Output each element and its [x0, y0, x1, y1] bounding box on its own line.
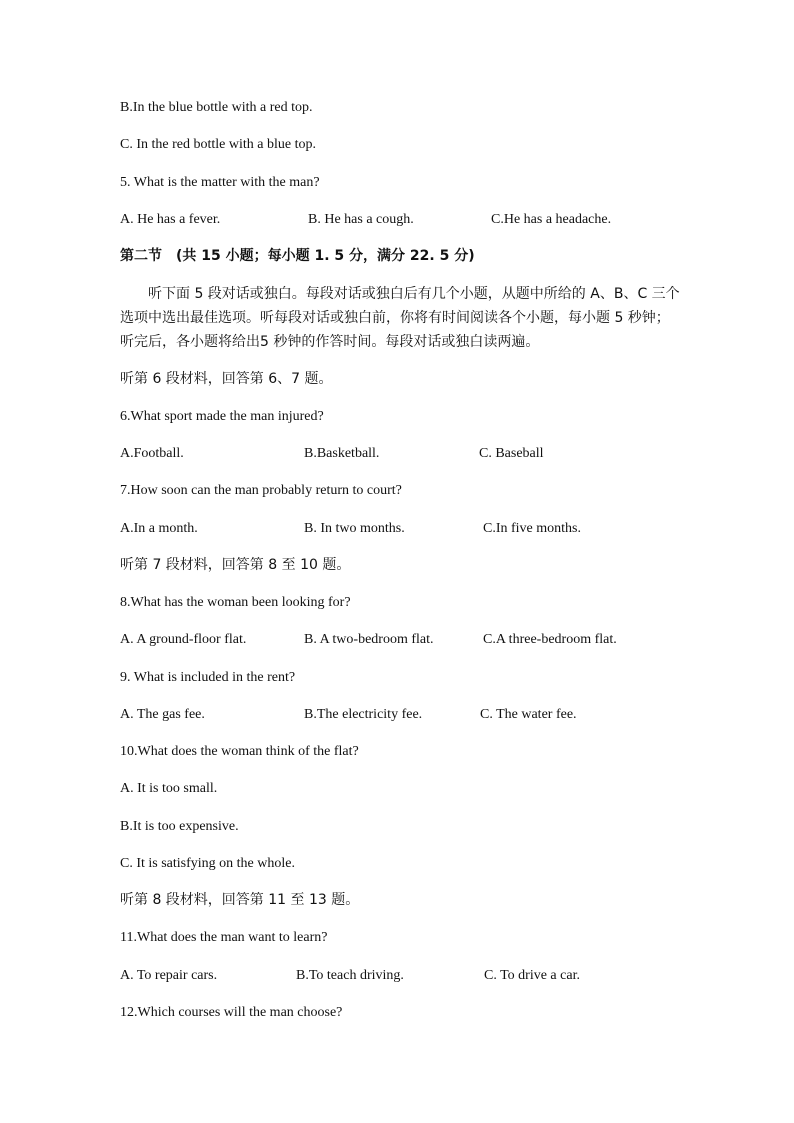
q6-option-c: C. Baseball — [479, 446, 544, 461]
q4-option-b: B.In the blue bottle with a red top. — [120, 100, 313, 115]
section-2-heading: 第二节 (共 15 小题；每小题 1. 5 分，满分 22. 5 分) — [120, 248, 475, 264]
q7-option-b: B. In two months. — [304, 521, 405, 536]
q10-option-b: B.It is too expensive. — [120, 819, 239, 834]
q10-option-c: C. It is satisfying on the whole. — [120, 856, 295, 871]
material-8-label: 听第 8 段材料，回答第 11 至 13 题。 — [120, 892, 360, 908]
q5-option-b: B. He has a cough. — [308, 212, 414, 227]
material-6-label: 听第 6 段材料，回答第 6、7 题。 — [120, 371, 333, 387]
q11-option-a: A. To repair cars. — [120, 968, 218, 983]
q5-option-a: A. He has a fever. — [120, 212, 221, 227]
q10-question: 10.What does the woman think of the flat? — [120, 744, 359, 759]
q11-option-b: B.To teach driving. — [296, 968, 404, 983]
q8-question: 8.What has the woman been looking for? — [120, 595, 351, 610]
q8-option-b: B. A two-bedroom flat. — [304, 632, 434, 647]
q5-question: 5. What is the matter with the man? — [120, 175, 320, 190]
q9-option-c: C. The water fee. — [480, 707, 577, 722]
q9-question: 9. What is included in the rent? — [120, 670, 296, 685]
q11-question: 11.What does the man want to learn? — [120, 930, 328, 945]
q6-question: 6.What sport made the man injured? — [120, 409, 324, 424]
q11-option-c: C. To drive a car. — [484, 968, 580, 983]
q9-option-a: A. The gas fee. — [120, 707, 205, 722]
q6-option-a: A.Football. — [120, 446, 184, 461]
q4-option-c: C. In the red bottle with a blue top. — [120, 137, 316, 152]
q7-option-c: C.In five months. — [483, 521, 581, 536]
q8-option-a: A. A ground-floor flat. — [120, 632, 247, 647]
q7-option-a: A.In a month. — [120, 521, 198, 536]
q8-option-c: C.A three-bedroom flat. — [483, 632, 617, 647]
q5-option-c: C.He has a headache. — [491, 212, 612, 227]
q7-question: 7.How soon can the man probably return to court? — [120, 483, 402, 498]
q9-option-b: B.The electricity fee. — [304, 707, 423, 722]
section-2-instructions: 听下面 5 段对话或独白。每段对话或独白后有几个小题，从题中所给的 A、B、C 三个选项中选出最佳选项。听每段对话或独白前，你将有时间阅读各个小题，每小题 5 秒钟；听完后，各小题将给出5 秒钟的作答时间。每段对话或独白读两遍。 — [120, 286, 680, 350]
q6-option-b: B.Basketball. — [304, 446, 380, 461]
q10-option-a: A. It is too small. — [120, 781, 218, 796]
q12-question: 12.Which courses will the man choose? — [120, 1005, 343, 1020]
material-7-label: 听第 7 段材料，回答第 8 至 10 题。 — [120, 557, 351, 573]
